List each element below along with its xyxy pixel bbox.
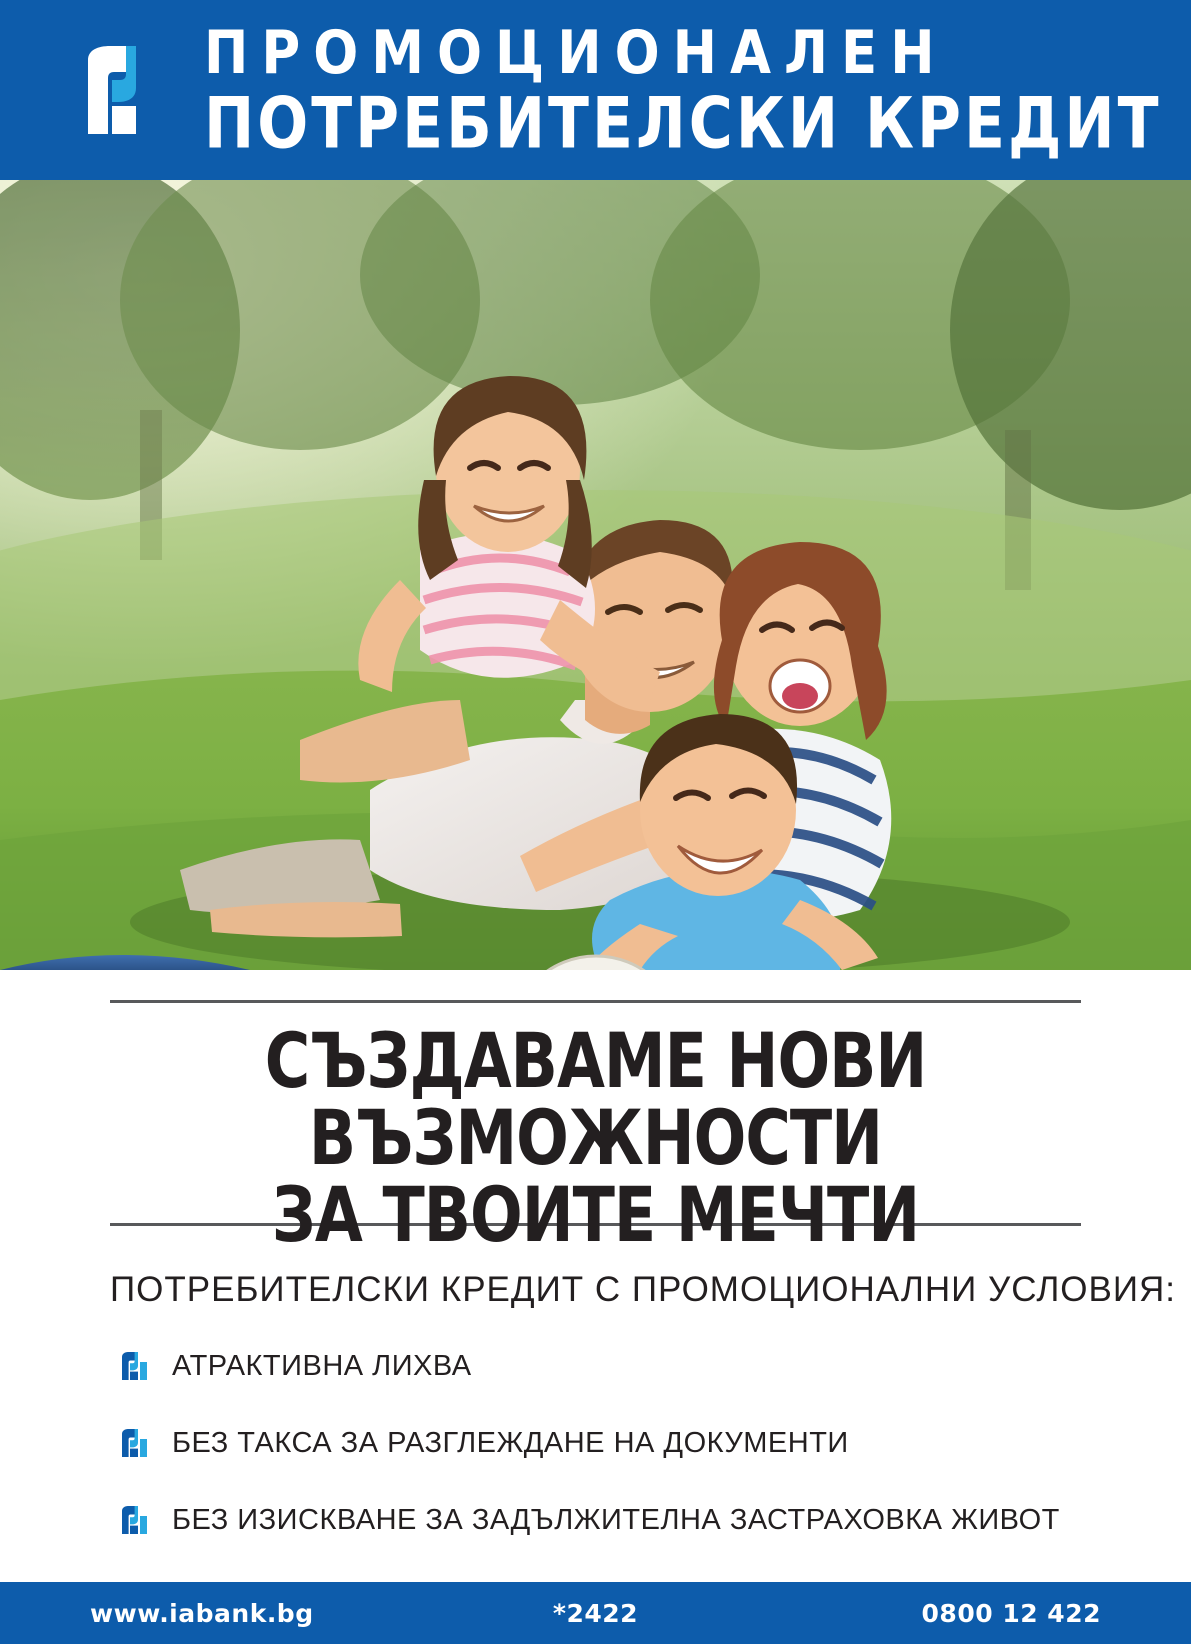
poster-body (0, 970, 1191, 1644)
poster-footer (0, 1582, 1191, 1644)
list-item (120, 1504, 1081, 1537)
list-item-label: АТРАКТИВНА ЛИХВА (172, 1349, 472, 1382)
header-title-line2: ПОТРЕБИТЕЛСКИ КРЕДИТ (204, 82, 1162, 165)
headline-line1: СЪЗДАВАМЕ НОВИ ВЪЗМОЖНОСТИ (264, 1016, 927, 1183)
footer-phone[interactable]: 0800 12 422 (921, 1598, 1101, 1628)
benefits-list (110, 1350, 1081, 1537)
page-title (110, 1003, 1081, 1271)
subheadline: ПОТРЕБИТЕЛСКИ КРЕДИТ С ПРОМОЦИОНАЛНИ УСЛОВИЯ: (110, 1269, 1177, 1309)
hero-image (0, 180, 1191, 970)
list-item-label: БЕЗ ТАКСА ЗА РАЗГЛЕЖДАНЕ НА ДОКУМЕНТИ (172, 1426, 849, 1459)
poster-header (0, 0, 1191, 180)
ia-bank-bullet-icon (120, 1428, 150, 1458)
footer-website[interactable]: www.iabank.bg (90, 1598, 314, 1628)
footer-short-number[interactable]: *2422 (552, 1598, 639, 1628)
ia-bank-bullet-icon (120, 1505, 150, 1535)
list-item (120, 1427, 1081, 1460)
ia-bank-logo-icon (80, 42, 176, 138)
list-item (120, 1350, 1081, 1383)
header-title-line1: ПРОМОЦИОНАЛЕН (204, 18, 948, 88)
headline-line2: ЗА ТВОИТЕ МЕЧТИ (271, 1170, 920, 1260)
list-item-label: БЕЗ ИЗИСКВАНЕ ЗА ЗАДЪЛЖИТЕЛНА ЗАСТРАХОВКА ЖИВОТ (172, 1503, 1060, 1536)
ia-bank-bullet-icon (120, 1351, 150, 1381)
header-titles (204, 18, 1162, 165)
